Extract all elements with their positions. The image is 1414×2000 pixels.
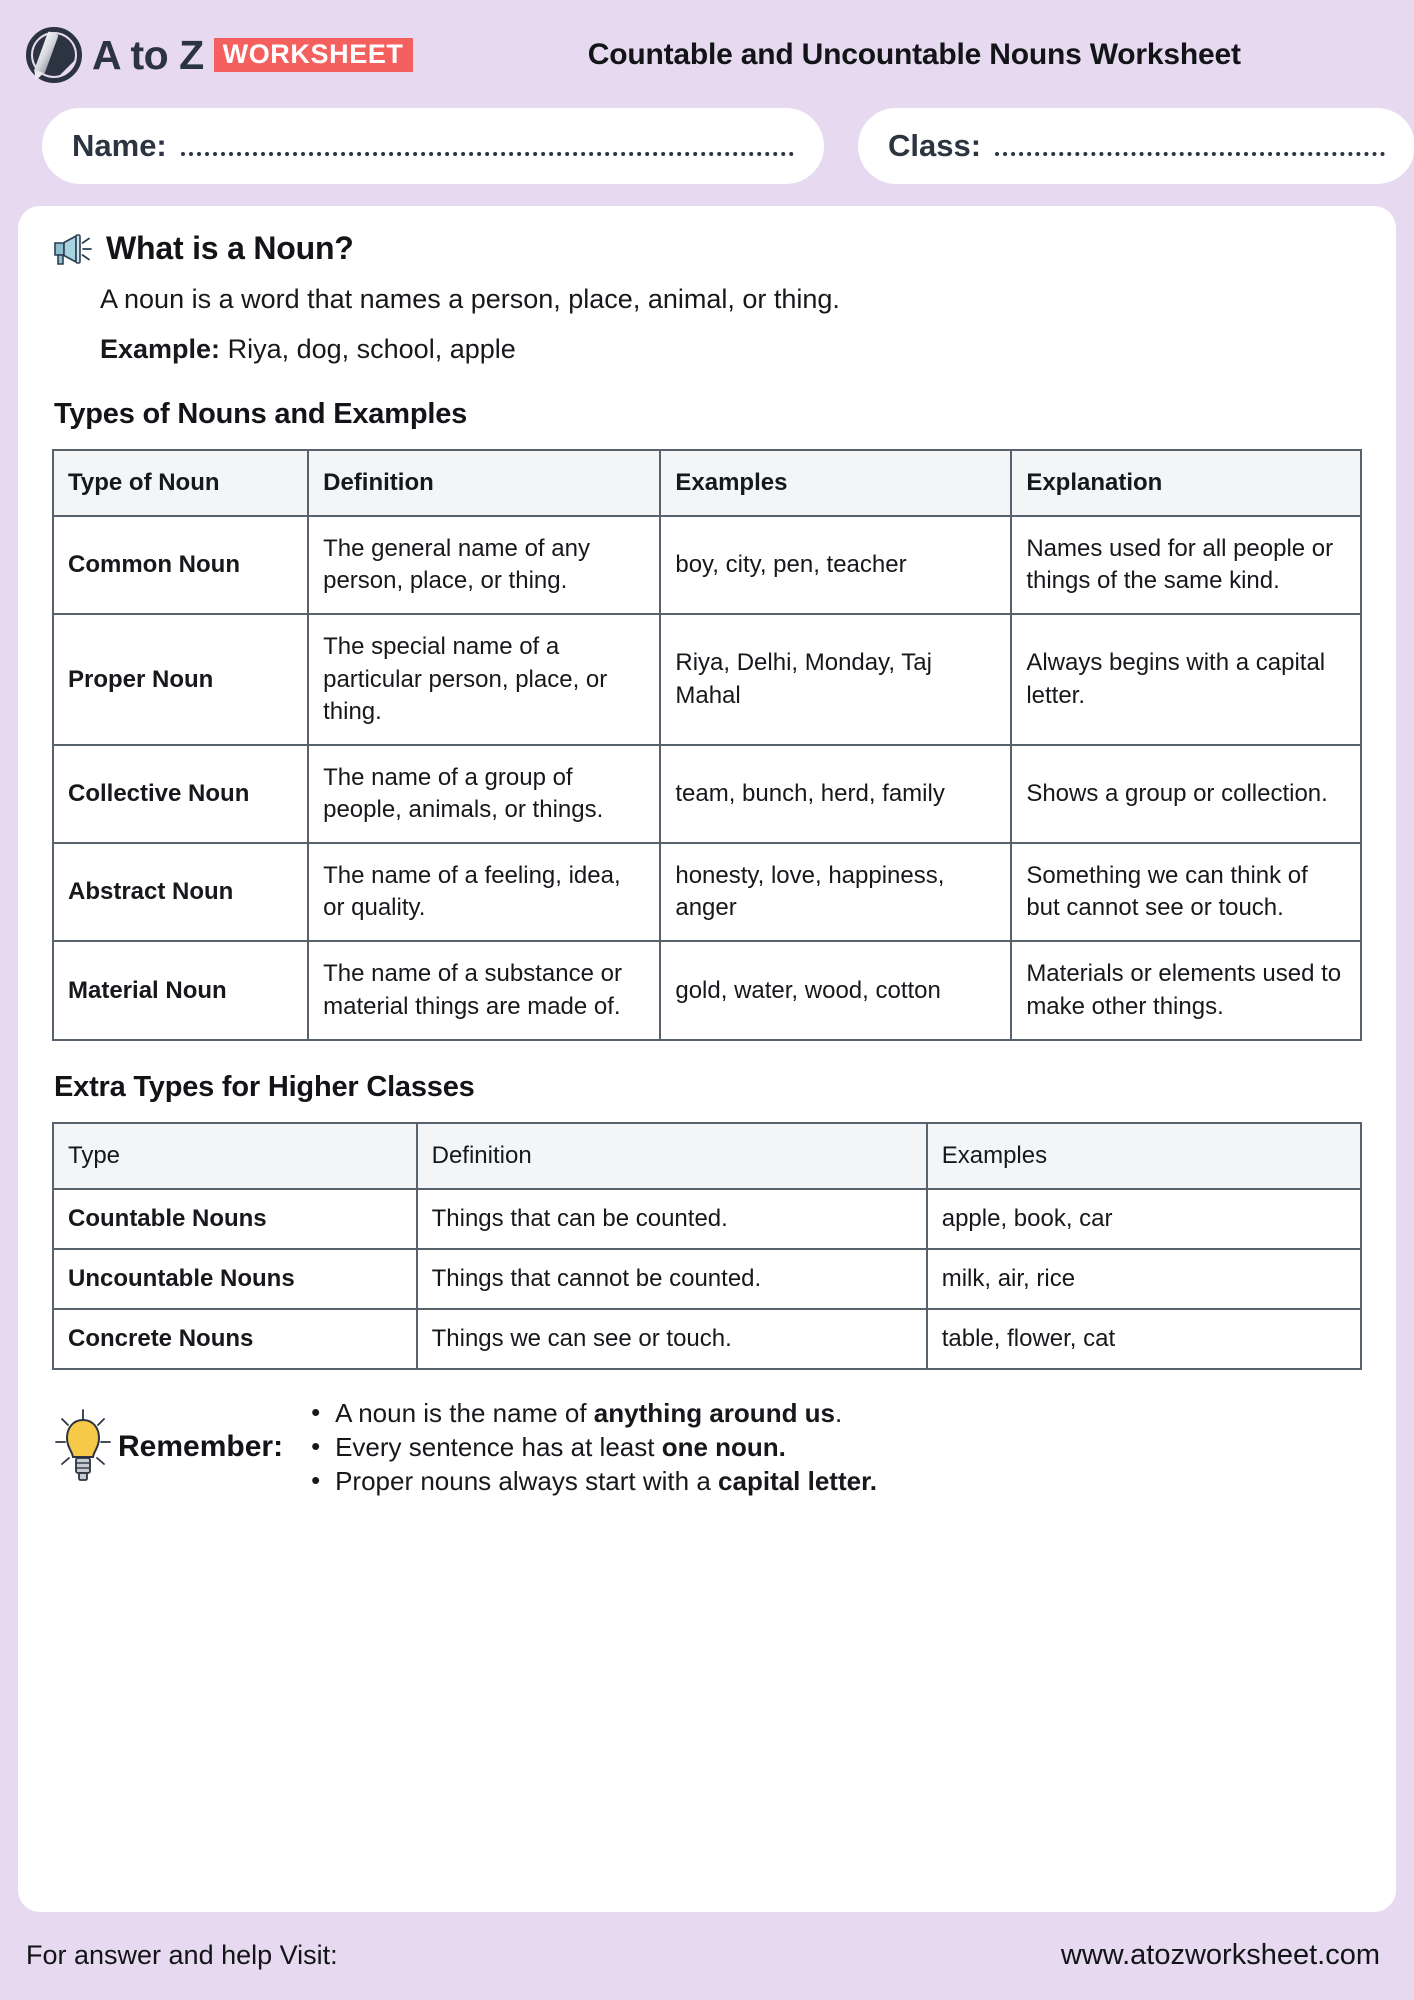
types-of-nouns-table (52, 449, 1362, 1041)
worksheet-card (18, 206, 1396, 1912)
cell-type: Material Noun (53, 941, 308, 1039)
table-row (53, 1309, 1361, 1369)
cell-type: Common Noun (53, 516, 308, 614)
cell-examples: Riya, Delhi, Monday, Taj Mahal (660, 614, 1011, 744)
list-item (309, 1464, 877, 1498)
logo-badge: WORKSHEET (214, 38, 413, 72)
extra-types-table (52, 1122, 1362, 1371)
cell-examples: team, bunch, herd, family (660, 745, 1011, 843)
table-row (53, 1189, 1361, 1249)
cell-type: Countable Nouns (53, 1189, 417, 1249)
footer-website[interactable]: www.atozworksheet.com (1060, 1938, 1380, 1971)
table-header-row (53, 1123, 1361, 1189)
student-info-row (0, 108, 1414, 184)
page-title: Countable and Uncountable Nouns Worksheet (587, 38, 1241, 71)
table-row (53, 843, 1361, 941)
name-field-group[interactable] (42, 108, 824, 184)
intro-heading-row (52, 230, 1362, 267)
bullet-bold: anything around us (593, 1398, 836, 1429)
noun-example-line (100, 331, 1362, 367)
intro-heading: What is a Noun? (106, 230, 354, 266)
cell-definition: The name of a feeling, idea, or quality. (308, 843, 660, 941)
cell-explanation: Always begins with a capital letter. (1011, 614, 1361, 744)
cell-definition: Things we can see or touch. (417, 1309, 927, 1369)
col-definition: Definition (417, 1123, 927, 1189)
example-label: Example: (100, 334, 221, 365)
bullet-bold: capital letter. (718, 1466, 877, 1497)
cell-type: Proper Noun (53, 614, 308, 744)
bullet-prefix: Every sentence has at least (335, 1432, 662, 1463)
name-label: Name: (72, 128, 167, 163)
cell-definition: Things that cannot be counted. (417, 1249, 927, 1309)
table-row (53, 1249, 1361, 1309)
col-explanation: Explanation (1011, 450, 1361, 516)
cell-type: Concrete Nouns (53, 1309, 417, 1369)
cell-examples: gold, water, wood, cotton (660, 941, 1011, 1039)
table-row (53, 516, 1361, 614)
page-footer (0, 1918, 1414, 2000)
cell-explanation: Something we can think of but cannot see or touch. (1011, 843, 1361, 941)
cell-examples: honesty, love, happiness, anger (660, 843, 1011, 941)
table-header-row (53, 450, 1361, 516)
cell-examples: table, flower, cat (927, 1309, 1361, 1369)
remember-list (309, 1396, 877, 1498)
section1-heading: Types of Nouns and Examples (54, 397, 468, 430)
example-text: Riya, dog, school, apple (227, 334, 516, 365)
cell-type: Collective Noun (53, 745, 308, 843)
col-type: Type (53, 1123, 417, 1189)
footer-help-text: For answer and help Visit: (26, 1939, 338, 1970)
col-type-of-noun: Type of Noun (53, 450, 308, 516)
remember-section (52, 1396, 1362, 1498)
class-input-line[interactable] (995, 152, 1385, 156)
list-item (309, 1396, 877, 1430)
cell-examples: boy, city, pen, teacher (660, 516, 1011, 614)
cell-definition: The name of a substance or material things are made of. (308, 941, 660, 1039)
col-examples: Examples (660, 450, 1011, 516)
col-examples: Examples (927, 1123, 1361, 1189)
cell-explanation: Materials or elements used to make other things. (1011, 941, 1361, 1039)
cell-definition: The name of a group of people, animals, or things. (308, 745, 660, 843)
lightbulb-icon (52, 1408, 114, 1486)
bullet-bold: one noun. (661, 1432, 786, 1463)
table-row (53, 941, 1361, 1039)
cell-definition: Things that can be counted. (417, 1189, 927, 1249)
class-label: Class: (888, 128, 982, 163)
bullet-prefix: A noun is the name of (335, 1398, 594, 1429)
cell-examples: milk, air, rice (927, 1249, 1361, 1309)
page-header (0, 0, 1414, 110)
bullet-prefix: Proper nouns always start with a (335, 1466, 719, 1497)
bullet-suffix: . (835, 1398, 843, 1429)
cell-explanation: Names used for all people or things of the same kind. (1011, 516, 1361, 614)
section2-heading: Extra Types for Higher Classes (54, 1070, 475, 1103)
list-item (309, 1430, 877, 1464)
cell-explanation: Shows a group or collection. (1011, 745, 1361, 843)
col-definition: Definition (308, 450, 660, 516)
table-row (53, 614, 1361, 744)
cell-definition: The general name of any person, place, or thing. (308, 516, 660, 614)
logo-text: A to Z (92, 31, 204, 78)
table-row (53, 745, 1361, 843)
name-input-line[interactable] (181, 152, 794, 156)
cell-definition: The special name of a particular person, place, or thing. (308, 614, 660, 744)
class-field-group[interactable] (858, 108, 1414, 184)
pen-circle-icon (26, 27, 82, 83)
megaphone-icon (52, 232, 94, 266)
cell-examples: apple, book, car (927, 1189, 1361, 1249)
brand-logo[interactable] (26, 27, 413, 83)
cell-type: Uncountable Nouns (53, 1249, 417, 1309)
remember-label: Remember: (118, 1430, 284, 1464)
cell-type: Abstract Noun (53, 843, 308, 941)
noun-definition: A noun is a word that names a person, place, animal, or thing. (100, 284, 840, 314)
